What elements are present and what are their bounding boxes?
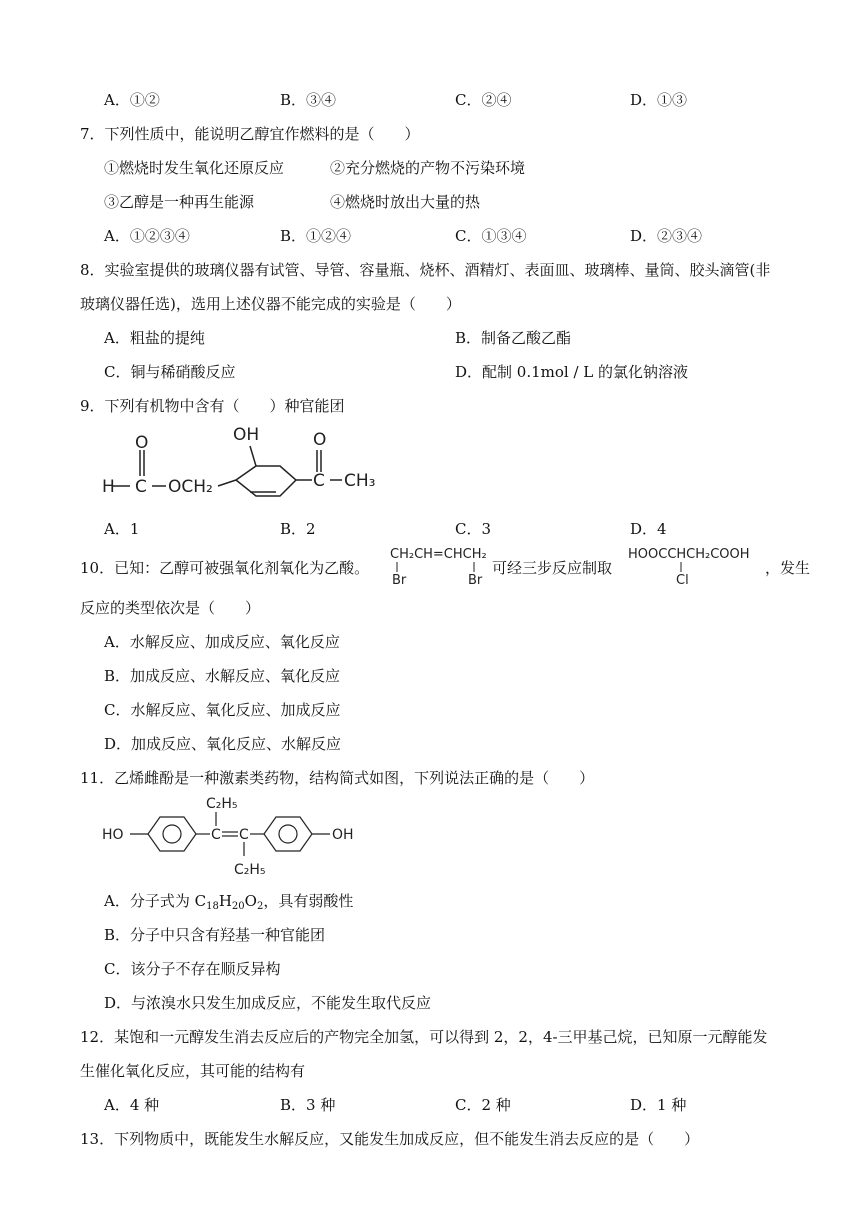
q10-product-chain: HOOCCHCH₂COOH <box>628 547 750 562</box>
q11-c-label-1: C <box>211 827 221 843</box>
q9-option-d[interactable]: D．4 <box>630 520 667 538</box>
q11-c-label-2: C <box>239 827 249 843</box>
q9-c-label-1: C <box>135 477 147 497</box>
q11-oh-label: OH <box>332 827 354 843</box>
q7-item-4: ④燃烧时放出大量的热 <box>330 193 481 211</box>
q8-stem-line-2: 玻璃仪器任选)，选用上述仪器不能完成的实验是（ ） <box>80 295 461 313</box>
q10-option-b[interactable]: B．加成反应、水解反应、氧化反应 <box>104 667 341 685</box>
q11-option-a[interactable] <box>104 890 808 912</box>
q7-item-1: ①燃烧时发生氧化还原反应 <box>104 159 285 177</box>
q11-option-a-c-count: 18 <box>206 901 219 912</box>
q11-stem: 11．乙烯雌酚是一种激素类药物，结构简式如图，下列说法正确的是（ ） <box>80 769 595 787</box>
q7-item-3: ③乙醇是一种再生能源 <box>104 193 255 211</box>
q11-ho-label: HO <box>102 827 124 843</box>
q6-option-c[interactable]: C．②④ <box>455 91 512 109</box>
q12-stem-line-1: 12．某饱和一元醇发生消去反应后的产物完全加氢，可以得到 2，2，4-三甲基己烷，已知原一元醇能发 <box>80 1028 768 1046</box>
q6-option-a[interactable]: A．①② <box>104 91 160 109</box>
q11-option-a-h-count: 20 <box>231 901 245 912</box>
q10-stem-part-3: ，发生 <box>765 559 811 577</box>
q11-option-a-o-count: 2 <box>256 901 264 912</box>
q9-structure-diagram <box>100 420 376 504</box>
q10-product-formula <box>626 542 756 588</box>
q11-option-b[interactable]: B．分子中只含有羟基一种官能团 <box>104 926 326 944</box>
q9-oh-label: OH <box>233 425 260 445</box>
q8-option-b[interactable]: B．制备乙酸乙酯 <box>455 329 572 347</box>
q10-stem-part-1: 10．已知：乙醇可被强氧化剂氧化为乙酸。 <box>80 559 370 577</box>
q12-option-b[interactable]: B．3 种 <box>280 1096 336 1114</box>
q11-ethyl-label-1: C₂H₅ <box>206 796 238 812</box>
q9-option-c[interactable]: C．3 <box>455 520 492 538</box>
q8-stem-line-1: 8．实验室提供的玻璃仪器有试管、导管、容量瓶、烧杯、酒精灯、表面皿、玻璃棒、量筒、胶头滴管(非 <box>80 261 771 279</box>
q6-option-d[interactable]: D．①③ <box>630 91 688 109</box>
q10-stem-part-2: 可经三步反应制取 <box>492 559 613 577</box>
q12-option-a[interactable]: A．4 种 <box>104 1096 160 1114</box>
q8-option-a[interactable]: A．粗盐的提纯 <box>104 329 205 347</box>
q9-o-label-1: O <box>135 433 149 453</box>
q7-item-2: ②充分燃烧的产物不污染环境 <box>330 159 526 177</box>
q9-och2-label: OCH₂ <box>168 477 213 497</box>
q6-option-b[interactable]: B．③④ <box>280 91 337 109</box>
q10-reactant-br-2: Br <box>468 573 483 588</box>
q11-option-a-prefix: A．分子式为 C <box>104 892 207 910</box>
q9-h-label: H <box>102 477 115 497</box>
q11-option-a-o: O <box>244 892 257 910</box>
q11-option-d[interactable]: D．与浓溴水只发生加成反应，不能发生取代反应 <box>104 994 432 1012</box>
q8-option-c[interactable]: C．铜与稀硝酸反应 <box>104 363 236 381</box>
q10-reactant-chain: CH₂CH=CHCH₂ <box>390 547 487 562</box>
q10-option-a[interactable]: A．水解反应、加成反应、氧化反应 <box>104 633 340 651</box>
q11-option-a-h: H <box>218 892 232 910</box>
q11-ethyl-label-2: C₂H₅ <box>234 862 266 878</box>
q12-option-c[interactable]: C．2 种 <box>455 1096 511 1114</box>
q10-option-d[interactable]: D．加成反应、氧化反应、水解反应 <box>104 735 342 753</box>
q11-option-a-suffix: ，具有弱酸性 <box>263 892 354 910</box>
q10-product-cl: Cl <box>676 573 689 588</box>
q7-option-b[interactable]: B．①②④ <box>280 227 352 245</box>
q9-o-label-2: O <box>313 430 327 450</box>
q12-stem-line-2: 生催化氧化反应，其可能的结构有 <box>80 1062 306 1080</box>
q9-ch3-label: CH₃ <box>344 471 376 491</box>
q10-stem-line-2: 反应的类型依次是（ ） <box>80 599 261 617</box>
q12-option-d[interactable]: D．1 种 <box>630 1096 687 1114</box>
q11-structure-diagram <box>100 792 370 880</box>
q10-reactant-br-1: Br <box>392 573 407 588</box>
q7-option-a[interactable]: A．①②③④ <box>104 227 190 245</box>
q7-option-c[interactable]: C．①③④ <box>455 227 527 245</box>
q13-stem: 13．下列物质中，既能发生水解反应，又能发生加成反应，但不能发生消去反应的是（ ） <box>80 1130 700 1148</box>
q9-option-b[interactable]: B．2 <box>280 520 316 538</box>
q11-option-c[interactable]: C．该分子不存在顺反异构 <box>104 960 281 978</box>
q8-option-d[interactable]: D．配制 0.1mol / L 的氯化钠溶液 <box>455 363 689 381</box>
q7-option-d[interactable]: D．②③④ <box>630 227 703 245</box>
q9-c-label-2: C <box>313 471 325 491</box>
q10-option-c[interactable]: C．水解反应、氧化反应、加成反应 <box>104 701 341 719</box>
q9-option-a[interactable]: A．1 <box>104 520 140 538</box>
q7-stem: 7．下列性质中，能说明乙醇宜作燃料的是（ ） <box>80 125 420 143</box>
q9-stem: 9．下列有机物中含有（ ）种官能团 <box>80 397 345 415</box>
q10-reactant-formula <box>388 542 488 588</box>
